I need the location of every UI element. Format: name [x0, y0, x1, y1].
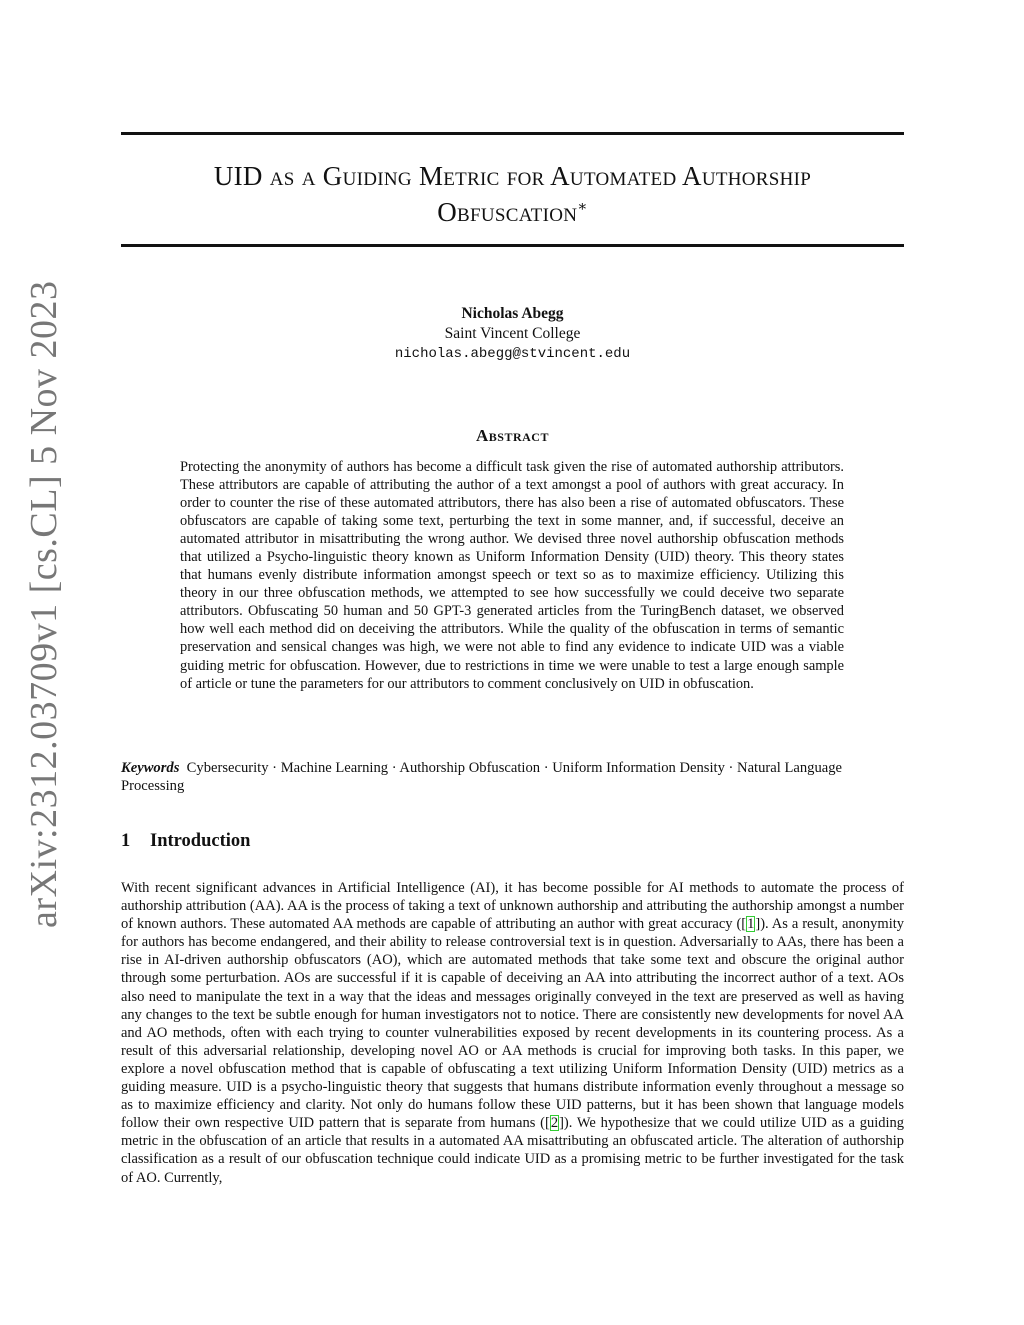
author-name: Nicholas Abegg [461, 305, 564, 322]
citation-link-1[interactable]: 1 [747, 916, 755, 933]
section-title: Introduction [150, 831, 251, 851]
title-line-1: UID as a Guiding Metric for Automated Authorship [213, 161, 812, 191]
section-heading-introduction [121, 831, 904, 852]
title-footnote-mark: ∗ [577, 199, 588, 215]
title-rule-bottom [121, 244, 904, 247]
title-line-2 [121, 194, 904, 230]
keywords-label: Keywords [121, 760, 180, 776]
title-line-2-text: Obfuscation [437, 197, 578, 227]
title-rule-top [121, 132, 904, 135]
introduction-paragraph [121, 879, 904, 1187]
section-number: 1 [121, 831, 131, 851]
keywords [121, 759, 904, 795]
arxiv-identifier-stamp: arXiv:2312.03709v1 [cs.CL] 5 Nov 2023 [23, 280, 65, 928]
abstract-heading: Abstract [476, 426, 549, 445]
abstract-text: Protecting the anonymity of authors has become a difficult task given the rise of automated authorship attributors. These attributors are capable of attributing the author of a text amongst a pool of authors with great accuracy. In order to counter the rise of these automated attributors, there has also been a rise of automated obfuscators. These obfuscators are capable of taking some text, perturbing the text in some manner, and, if successful, deceive an automated attributor in misattributing the wrong author. We devised three novel authorship obfuscation methods that utilized a Psycho-linguistic theory known as Uniform Information Density (UID) theory. This theory states that humans evenly distribute information amongst speech or text so as to maximize efficiency. Utilizing this theory in our three obfuscation methods, we attempted to see how successfully we could deceive two separate attributors. Obfuscating 50 human and 50 GPT-3 generated articles from the TuringBench dataset, we observed how well each method did on deceiving the attributors. While the quality of the obfuscation in terms of semantic preservation and sensical changes was high, we were not able to find any evidence to indicate UID was a viable guiding metric for obfuscation. However, due to restrictions in time we were unable to test a large enough sample of article or tune the parameters for our attributors to comment conclusively on UID in obfuscation. [180, 459, 844, 692]
paper-title [121, 158, 904, 230]
intro-text-part-2: ]). As a result, anonymity for authors has become endangered, and their ability to release controversial text is in question. Adversarially to AAs, there has been a rise in AI-driven authorship obfuscators (AO), which are automated methods that take some text and obscure the original author through some perturbation. AOs are successful if it is capable of deceiving an AA into attributing the incorrect author of a text. AOs also need to manipulate the text in a way that the ideas and messages originally conveyed in the text are preserved as well as having any changes to the text be subtle enough for human investigators not to notice. There are consistently new developments for novel AA and AO methods, often with each trying to counter vulnerabilities exposed by recent developments in its countering process. As a result of this adversarial relationship, developing novel AO or AA methods is crucial for improving both tasks. In this paper, we explore a novel obfuscation method that is capable of obfuscating a text utilizing Uniform Information Density (UID) metrics as a guiding measure. UID is a psycho-linguistic theory that suggests that humans distribute information evenly throughout a message so as to maximize efficiency and clarity. Not only do humans follow these UID patterns, but it has been shown that language models follow their own respective UID pattern that is separate from humans ([ [121, 916, 904, 1132]
author-affiliation: Saint Vincent College [444, 325, 581, 342]
keywords-list: Cybersecurity · Machine Learning · Authorship Obfuscation · Uniform Information Density · Natural Language Processing [121, 760, 842, 795]
author-email: nicholas.abegg@stvincent.edu [394, 346, 631, 362]
author-block [121, 304, 904, 364]
citation-link-2[interactable]: 2 [550, 1115, 559, 1132]
intro-text-part-3: ]). We hypothesize that we could utilize UID as a guiding metric in the obfuscation of an article that results in a automated AA misattributing an obfuscated article. The alteration of authorship classification as a result of our obfuscation technique could indicate UID as a promising metric to be further investigated for the task of AO. Currently, [121, 1115, 905, 1186]
intro-text-part-1: With recent significant advances in Artificial Intelligence (AI), it has become possible for AI methods to automate the process of authorship attribution (AA). AA is the process of taking a text of unknown authorship and attributing the authorship amongst a number of known authors. These automated AA methods are capable of attributing an author with great accuracy ([ [121, 880, 904, 933]
